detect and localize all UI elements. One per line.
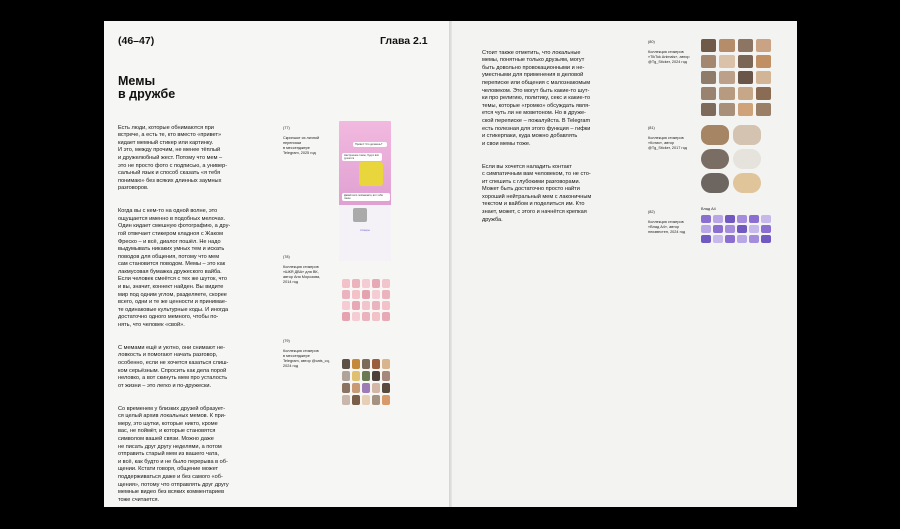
sticker xyxy=(719,87,734,100)
sticker xyxy=(342,279,350,288)
sticker xyxy=(352,279,360,288)
caption-text: Коллекция стикеров «Влад А4», автор неизвестен, 2024 год xyxy=(648,220,686,234)
left-page xyxy=(104,21,451,507)
sticker xyxy=(372,279,380,288)
sticker xyxy=(713,225,723,233)
sticker xyxy=(738,39,753,52)
sticker xyxy=(342,301,350,310)
sticker xyxy=(362,383,370,393)
sticker xyxy=(372,301,380,310)
left-body-text xyxy=(118,117,268,507)
sticker xyxy=(733,173,761,193)
sticker xyxy=(382,312,390,321)
paragraph: С мемами ещё и уютно, они снимают не- ловкость и помогают начать разговор, особенно, если не хочется казаться слиш- ком серьёзным. Спросить как дела порой неловко, а вот скинуть мем про усталость от жизни – это легко и по-дружески. xyxy=(118,344,229,389)
paragraph: Есть люди, которые обнимаются при встрече, а есть те, кто вместо «привет» кидает мемный стикер или картинку. И это, между прочим, не менее тёплый и дружелюбный жест. Потому что мем – это не просто фото с подписью, а универ- сальный язык и способ сказать «я тебя понимаю» без всяких длинных заумных разговоров. xyxy=(118,124,228,192)
caption-82 xyxy=(648,205,698,240)
caption-text: Коллекция стикеров в мессенджере Telegram, автор @cats_cq, 2024 год xyxy=(283,349,330,368)
caption-number: (77) xyxy=(283,126,290,130)
sticker xyxy=(756,87,771,100)
sticker xyxy=(342,395,350,405)
caption-text: Коллекция стикеров «Котик», автор @Tg_Sticker, 2017 год xyxy=(648,136,687,150)
caption-number: (81) xyxy=(648,126,655,130)
sticker xyxy=(352,301,360,310)
photo-thumbnail xyxy=(353,208,367,222)
sticker xyxy=(701,39,716,52)
sticker xyxy=(352,312,360,321)
sticker xyxy=(719,55,734,68)
sticker xyxy=(701,173,729,193)
chat-bubble: Давай зато посмеёмся, вот тебе такое xyxy=(342,193,390,201)
caption-78 xyxy=(283,250,333,290)
sticker xyxy=(701,55,716,68)
caption-number: (79) xyxy=(283,339,290,343)
sticker xyxy=(382,383,390,393)
sticker xyxy=(342,383,350,393)
sticker xyxy=(352,359,360,369)
sticker xyxy=(738,87,753,100)
caption-80 xyxy=(648,35,698,70)
sticker-tab: стикеры xyxy=(360,229,370,232)
sticker xyxy=(749,225,759,233)
sticker xyxy=(382,279,390,288)
sticker xyxy=(756,55,771,68)
sticker xyxy=(761,235,771,243)
sticker xyxy=(713,235,723,243)
sticker xyxy=(352,290,360,299)
caption-79 xyxy=(283,334,335,374)
sticker xyxy=(372,395,380,405)
sticker xyxy=(362,371,370,381)
sticker-image xyxy=(359,162,383,186)
chapter-label: Глава 2.1 xyxy=(380,35,428,47)
sticker xyxy=(725,225,735,233)
sticker xyxy=(749,215,759,223)
sticker xyxy=(342,359,350,369)
sticker xyxy=(713,215,723,223)
sticker xyxy=(733,149,761,169)
sticker-grid-80 xyxy=(701,39,771,116)
chat-bubble: Настроение такое, будто всё рушится xyxy=(342,153,382,161)
caption-text: Скриншот из личной переписки в мессенджере Telegram, 2025 год xyxy=(283,136,320,155)
sticker xyxy=(382,301,390,310)
grid-label: Влад А4 xyxy=(701,207,716,211)
sticker xyxy=(738,55,753,68)
sticker xyxy=(737,235,747,243)
sticker xyxy=(761,225,771,233)
caption-number: (80) xyxy=(648,40,655,44)
sticker xyxy=(701,103,716,116)
caption-77 xyxy=(283,121,333,161)
sticker xyxy=(342,312,350,321)
caption-text: Коллекция стикеров «ШКЯ ДВА» для ВК, автор Аня Морозова, 2014 год xyxy=(283,265,321,284)
caption-number: (78) xyxy=(283,255,290,259)
sticker xyxy=(701,125,729,145)
sticker xyxy=(372,383,380,393)
sticker xyxy=(362,312,370,321)
right-body-text xyxy=(482,42,632,239)
sticker xyxy=(362,279,370,288)
right-page xyxy=(452,21,797,507)
paragraph: Со временем у близких друзей образует- ся целый архив локальных мемов. К при- меру, это шутки, которые никто, кроме вас, не поймёт, и которые становятся символом вашей связи. Можно даже не писать друг другу неделями, а потом отправить старый мем из вашего чата, и всё, как будто и не было перерыва в об- щении. Кстати говоря, общение может поддерживаться даже и без самого «об- щения», потому что отправлять друг другу мемные видео без всяких комментариев тоже считается. xyxy=(118,405,229,503)
caption-text: Коллекция стикеров «TikTok Animals», автор @Tg_Sticker, 2024 год xyxy=(648,50,690,64)
caption-number: (82) xyxy=(648,210,655,214)
sticker xyxy=(749,235,759,243)
sticker xyxy=(382,359,390,369)
sticker xyxy=(372,290,380,299)
sticker xyxy=(725,235,735,243)
sticker xyxy=(362,395,370,405)
sticker xyxy=(352,383,360,393)
sticker xyxy=(725,215,735,223)
sticker xyxy=(756,71,771,84)
sticker xyxy=(372,312,380,321)
sticker xyxy=(382,290,390,299)
sticker xyxy=(362,290,370,299)
sticker-grid-82 xyxy=(701,215,771,243)
sticker-grid-79 xyxy=(342,359,390,405)
sticker xyxy=(701,215,711,223)
sticker xyxy=(382,395,390,405)
page-title: Мемы в дружбе xyxy=(118,74,176,101)
sticker xyxy=(733,125,761,145)
sticker xyxy=(352,395,360,405)
sticker xyxy=(737,215,747,223)
sticker xyxy=(342,290,350,299)
chat-screenshot xyxy=(339,121,391,261)
sticker xyxy=(761,215,771,223)
sticker xyxy=(701,149,729,169)
sticker xyxy=(701,87,716,100)
sticker xyxy=(362,359,370,369)
sticker xyxy=(701,225,711,233)
paragraph: Когда вы с кем-то на одной волне, это ощущается именно в подобных мелочах. Один кидает смешную фотографию, а дру- гой отвечает стикером кладноя с Жаком Фреско – и всё, диалог пошёл. Не надо выдумывать никаких умных тем и искать поводов для общения, потому что мем сам становится поводом. Мемы – это как лакмусовая бумажка дружеского вайба. Если человек смеётся с тех же шуток, что и вы, значит, коннект найден. Вы видите мир под одним углом, разделяете, скорее всего, одни и те же ценности и принимае- те одинаковые культурные коды. И иногда достаточно одного мемного, чтобы по- нять, что человек «свой». xyxy=(118,208,231,329)
sticker xyxy=(701,235,711,243)
sticker xyxy=(738,103,753,116)
sticker xyxy=(382,371,390,381)
sticker xyxy=(737,225,747,233)
paragraph: Если вы хочется наладить контакт с симпатичным вам человеком, то не сто- ит спешить с глубокими разговорами. Может быть достаточно просто найти хороший нейтральный мем с лаконичным текстом и вайбом и поделиться им. Кто знает, может, с этого и начнётся крепкая дружба. xyxy=(482,163,592,223)
sticker-grid-78 xyxy=(342,279,390,321)
sticker xyxy=(756,39,771,52)
sticker-grid-81 xyxy=(701,125,761,193)
sticker xyxy=(352,371,360,381)
sticker xyxy=(362,301,370,310)
sticker xyxy=(372,359,380,369)
sticker xyxy=(701,71,716,84)
sticker xyxy=(342,371,350,381)
paragraph: Стоит также отметить, что локальные мемы, понятные только друзьям, могут быть довольно провокационными и не- уместными для применения в деловой переписке или общения с малознакомым человеком. Это могут быть какие-то шут- ки про религию, политику, секс и какие-то темы, которые «громко» обсуждать явля- ется чуть ли не моветоном. Но в друже- ской переписке – пожалуйста. В Telegram есть полезная для этого функция – гифки и стикерпаки, куда можно добавлять и свои мемы тоже. xyxy=(482,49,591,147)
chat-bubble: Привет! Что делаешь? xyxy=(353,142,387,147)
sticker xyxy=(719,71,734,84)
page-range: (46–47) xyxy=(118,35,155,47)
sticker xyxy=(372,371,380,381)
sticker xyxy=(719,39,734,52)
sticker xyxy=(719,103,734,116)
sticker xyxy=(738,71,753,84)
sticker xyxy=(756,103,771,116)
caption-81 xyxy=(648,121,698,156)
